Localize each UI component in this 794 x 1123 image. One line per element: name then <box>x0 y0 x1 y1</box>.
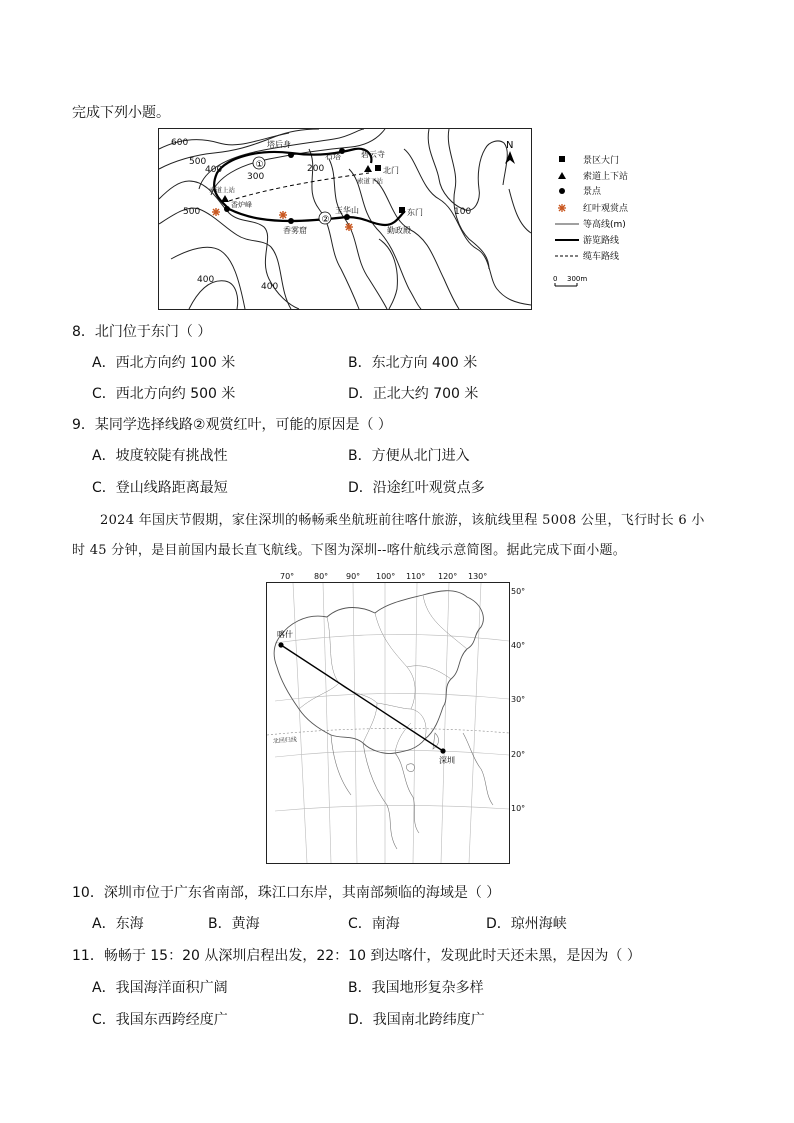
label-tahoushen: 塔后身 <box>267 140 291 149</box>
label-xiangwuku: 香雾窟 <box>283 226 307 235</box>
contour-line <box>379 239 397 309</box>
q9-option-c[interactable]: C．登山线路距离最短 <box>92 480 228 496</box>
contour-line <box>509 189 531 233</box>
legend-label: 红叶观赏点 <box>583 204 629 214</box>
neighbor-coast <box>363 743 397 849</box>
square-icon <box>559 156 565 162</box>
contour-line <box>211 129 385 195</box>
province-border <box>375 613 415 709</box>
contour-line <box>374 179 459 309</box>
label-xianglufeng: 香炉峰 <box>231 201 252 209</box>
q8-option-c[interactable]: C．西北方向约 500 米 <box>92 386 236 402</box>
q11-stem: 11．畅畅于 15：20 从深圳启程出发，22：10 到达喀什，发现此时天还未黑，是因为（ ） <box>72 948 641 964</box>
lon-label: 90° <box>346 572 361 581</box>
label-beimen: 北门 <box>383 166 399 175</box>
north-gate-marker <box>375 165 381 171</box>
route-map <box>266 582 510 864</box>
province-border <box>327 617 377 703</box>
lat-label: 30° <box>511 695 526 704</box>
label-shita: 石塔 <box>325 152 341 161</box>
contour-line <box>159 208 291 309</box>
legend-label: 景点 <box>583 187 602 197</box>
tropic-label: 北回归线 <box>272 736 298 745</box>
q9-stem: 9．某同学选择线路②观赏红叶，可能的原因是（ ） <box>72 417 392 433</box>
label-yuhuashan: 玉华山 <box>335 206 359 215</box>
graticule <box>293 583 307 863</box>
q10-option-a[interactable]: A．东海 <box>92 916 144 932</box>
graticule <box>275 693 509 701</box>
route-map-svg <box>267 583 509 863</box>
label-dongmen: 东门 <box>407 208 423 217</box>
lat-label: 50° <box>511 587 526 596</box>
province-border <box>377 703 426 739</box>
legend-label: 景区大门 <box>583 156 620 166</box>
lat-label: 40° <box>511 641 526 650</box>
province-border <box>363 703 377 743</box>
china-outline <box>274 591 483 754</box>
legend-label: 游览路线 <box>583 236 620 246</box>
lon-label: 110° <box>406 572 426 581</box>
neighbor-coast <box>331 735 351 795</box>
lon-label: 100° <box>376 572 396 581</box>
province-border <box>395 723 411 753</box>
graticule <box>275 805 509 811</box>
leaf-icon <box>345 223 353 231</box>
legend-label: 缆车路线 <box>583 252 620 262</box>
shenzhen-dot <box>440 748 445 753</box>
label-qinzhengdian: 勤政殿 <box>387 226 411 235</box>
province-border <box>423 595 467 649</box>
q10-option-c[interactable]: C．南海 <box>348 916 400 932</box>
graticule <box>441 583 449 863</box>
kashgar-label: 喀什 <box>277 630 293 639</box>
cable-upper-station-marker <box>221 195 229 202</box>
spot-xiangwuku <box>288 218 294 224</box>
leaf-icon <box>212 208 220 216</box>
q10-stem: 10．深圳市位于广东省南部，珠江口东岸，其南部频临的海域是（ ） <box>72 885 501 901</box>
contour-line <box>159 129 319 169</box>
contour-line <box>349 169 421 309</box>
spot-xianglufeng <box>224 206 230 212</box>
q9-option-a[interactable]: A．坡度较陡有挑战性 <box>92 448 228 464</box>
lon-label: 70° <box>280 572 295 581</box>
contour-line <box>448 129 489 269</box>
q11-option-d[interactable]: D．我国南北跨纬度广 <box>348 1012 485 1028</box>
map-legend <box>555 152 665 292</box>
tour-route-1 <box>214 149 371 209</box>
contour-label: 300 <box>247 172 265 182</box>
graticule <box>353 583 357 863</box>
intro-text: 完成下列小题。 <box>72 105 170 121</box>
q9-option-d[interactable]: D．沿途红叶观赏点多 <box>348 480 485 496</box>
contour-line <box>428 129 507 210</box>
q8-option-b[interactable]: B．东北方向 400 米 <box>348 355 478 371</box>
province-border <box>299 683 339 709</box>
label-suodaoshang: 索道上站 <box>209 186 235 194</box>
north-label: N <box>506 140 514 151</box>
q8-option-d[interactable]: D．正北大约 700 米 <box>348 386 479 402</box>
tropic-line <box>267 728 509 735</box>
contour-line <box>404 149 531 305</box>
legend-label: 等高线(m) <box>583 220 626 230</box>
province-border <box>407 666 451 679</box>
contour-label: 400 <box>205 165 223 175</box>
lon-label: 120° <box>438 572 458 581</box>
q10-option-d[interactable]: D．琼州海峡 <box>486 916 567 932</box>
q8-option-a[interactable]: A．西北方向约 100 米 <box>92 355 236 371</box>
passage-line-2: 时 45 分钟，是目前国内最长直飞航线。下图为深圳--喀什航线示意简图。据此完成下面小题。 <box>72 543 627 558</box>
dot-icon <box>559 188 565 194</box>
q9-option-b[interactable]: B．方便从北门进入 <box>348 448 470 464</box>
leaf-icon <box>279 211 287 219</box>
east-gate-marker <box>399 207 405 213</box>
contour-map-svg <box>159 129 531 309</box>
north-arrow-icon <box>505 151 515 164</box>
lon-label: 130° <box>468 572 488 581</box>
shenzhen-label: 深圳 <box>439 756 455 765</box>
cable-lower-station-marker <box>364 165 372 172</box>
contour-label: 400 <box>197 275 215 285</box>
graticule <box>323 583 331 863</box>
graticule <box>469 583 481 863</box>
route-1-label: ① <box>255 160 264 170</box>
spot-tahoushen <box>288 152 294 158</box>
contour-label: 600 <box>171 138 189 148</box>
q8-stem: 8．北门位于东门（ ） <box>72 324 212 340</box>
contour-label: 200 <box>307 164 325 174</box>
triangle-icon <box>558 172 566 179</box>
legend-label: 索道上下站 <box>583 172 629 182</box>
contour-label: 100 <box>454 207 472 217</box>
leaf-icon <box>558 204 566 212</box>
contour-label: 400 <box>261 282 279 292</box>
passage-line-1: 2024 年国庆节假期，家住深圳的畅畅乘坐航班前往喀什旅游，该航线里程 5008 公里，飞行时长 6 小 <box>100 513 705 528</box>
route-2-label: ② <box>321 215 330 225</box>
contour-label: 500 <box>183 207 201 217</box>
lon-label: 80° <box>314 572 329 581</box>
scale-zero: 0 <box>553 275 558 283</box>
q10-option-b[interactable]: B．黄海 <box>208 916 260 932</box>
label-biyunsi: 碧云寺 <box>361 150 385 159</box>
label-suodaoxia: 索道下站 <box>357 177 383 185</box>
scale-value: 300m <box>567 275 588 283</box>
kashgar-dot <box>278 642 283 647</box>
island-coast <box>463 733 493 805</box>
lat-label: 20° <box>511 750 526 759</box>
lat-label: 10° <box>511 804 526 813</box>
island-hainan <box>406 764 414 772</box>
contour-label: 500 <box>189 157 207 167</box>
contour-map <box>158 128 532 310</box>
q11-option-b[interactable]: B．我国地形复杂多样 <box>348 980 484 996</box>
q11-option-a[interactable]: A．我国海洋面积广阔 <box>92 980 228 996</box>
q11-option-c[interactable]: C．我国东西跨经度广 <box>92 1012 228 1028</box>
